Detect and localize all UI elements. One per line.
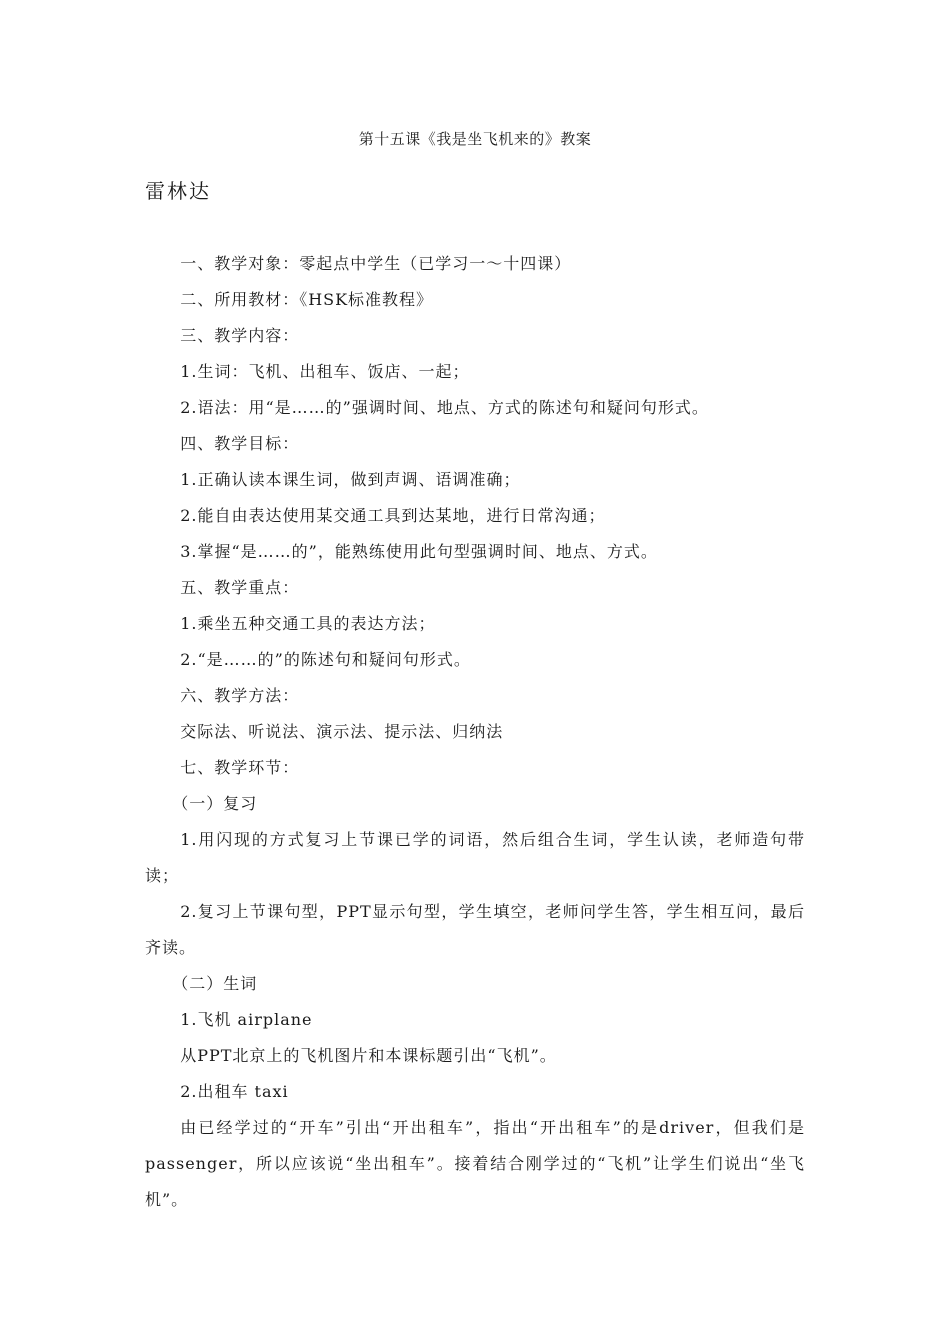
paragraph: 一、教学对象：零起点中学生（已学习一～十四课） [180,254,572,273]
author-name: 雷林达 [145,179,211,203]
paragraph: 2.“是……的”的陈述句和疑问句形式。 [180,650,471,669]
paragraph: 七、教学环节： [180,758,300,777]
paragraph: 三、教学内容： [180,326,300,345]
paragraph: 1.生词：飞机、出租车、饭店、一起； [180,362,470,381]
paragraph: 2.出租车 taxi [180,1082,289,1101]
paragraph: 二、所用教材：《HSK标准教程》 [180,290,434,309]
paragraph: 从PPT北京上的飞机图片和本课标题引出“飞机”。 [180,1046,557,1065]
paragraph: 由已经学过的“开车”引出“开出租车”，指出“开出租车”的是driver，但我们是passenger，所以应该说“坐出租车”。接着结合刚学过的“飞机”让学生们说出“坐飞机”。 [145,1118,805,1209]
paragraph: 五、教学重点： [180,578,300,597]
paragraph: 1.正确认读本课生词，做到声调、语调准确； [180,470,521,489]
document-body [145,246,805,1218]
paragraph: 1.用闪现的方式复习上节课已学的词语，然后组合生词，学生认读，老师造句带读； [145,830,805,885]
paragraph: 2.语法：用“是……的”强调时间、地点、方式的陈述句和疑问句形式。 [180,398,709,417]
document-title: 第十五课《我是坐飞机来的》教案 [358,130,592,148]
paragraph: 交际法、听说法、演示法、提示法、归纳法 [180,722,504,741]
paragraph: 3.掌握“是……的”，能熟练使用此句型强调时间、地点、方式。 [180,542,658,561]
paragraph: （一）复习 [172,794,258,813]
paragraph: 六、教学方法： [180,686,300,705]
paragraph: 1.乘坐五种交通工具的表达方法； [180,614,436,633]
paragraph: 四、教学目标： [180,434,300,453]
paragraph: 2.能自由表达使用某交通工具到达某地，进行日常沟通； [180,506,606,525]
paragraph: 2.复习上节课句型，PPT显示句型，学生填空，老师问学生答，学生相互问，最后齐读。 [145,902,805,957]
paragraph: （二）生词 [172,974,258,993]
paragraph: 1.飞机 airplane [180,1010,313,1029]
